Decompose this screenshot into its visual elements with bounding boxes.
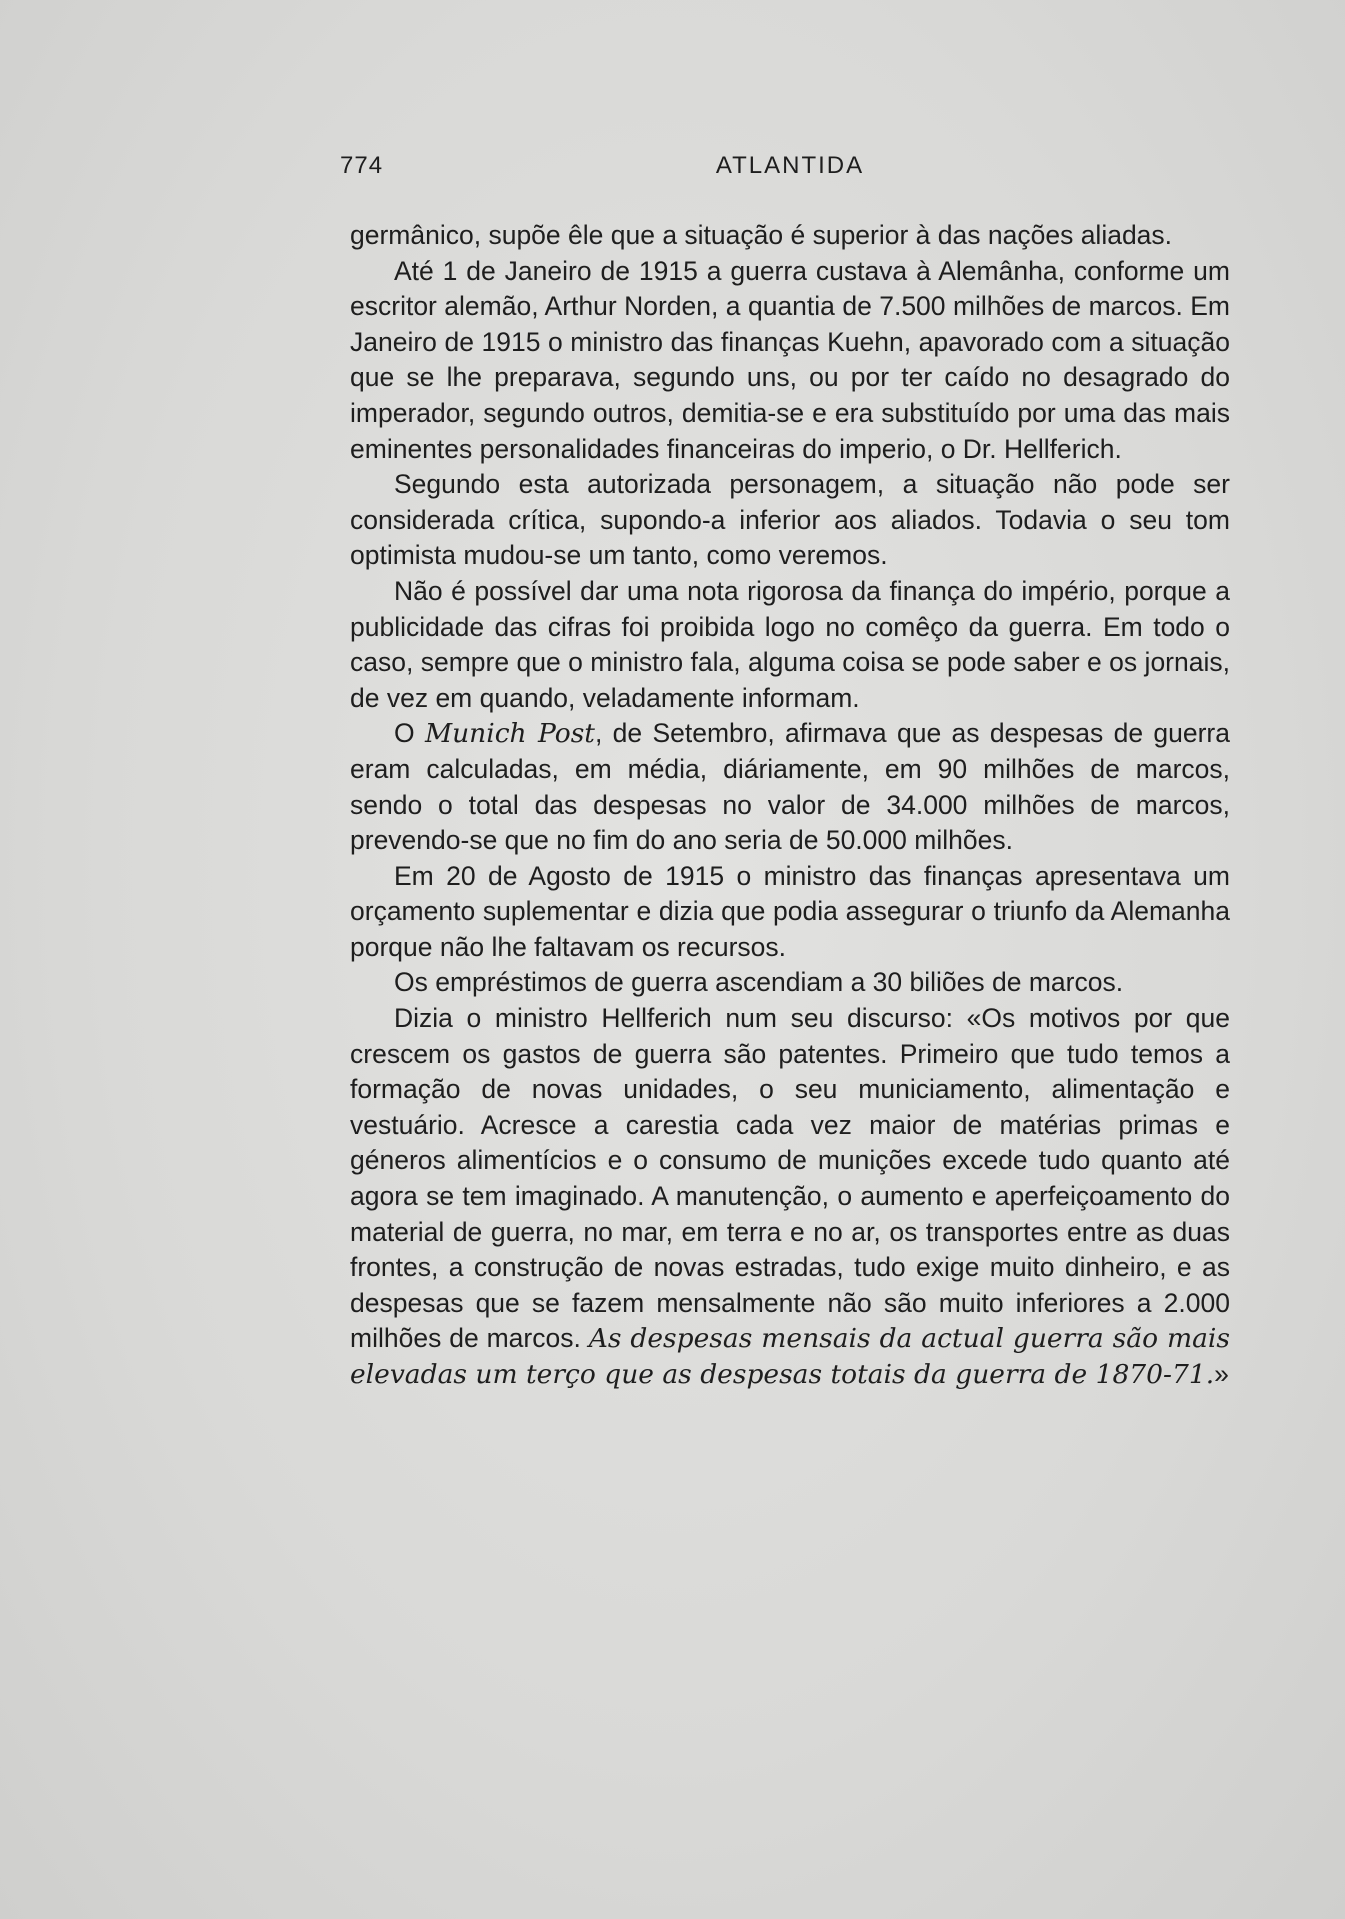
paragraph-3: Segundo esta autorizada personagem, a situação não pode ser considerada crítica, supondo-a inferior aos aliados. Todavia o seu tom optimista mudou-se um tanto, como veremos. [350, 469, 1230, 571]
paragraph-1: germânico, supõe êle que a situação é superior à das nações aliadas. [350, 220, 1173, 250]
paragraph-2: Até 1 de Janeiro de 1915 a guerra custava à Alemânha, conforme um escritor alemão, Arthur Norden, a quantia de 7.500 milhões de marcos. Em Janeiro de 1915 o ministro das finanças Kuehn, apavorado com a situação que se lhe preparava, segundo uns, ou por ter caído no desagrado do imperador, segundo outros, demitia-se e era substituído por uma das mais eminentes personalidades financeiras do imperio, o Dr. Hellferich. [350, 255, 1230, 464]
newspaper-title: Munich Post [424, 718, 595, 750]
quote-start: Dizia o ministro Hellferich num seu discurso: «Os motivos por que crescem os gastos de guerra são patentes. Primeiro que tudo temos a formação de novas unidades, o seu municiamento, alimentação e vestuário. Acresce a carestia cada vez maior de matérias primas e géneros alimentícios e o consumo de munições excede tudo quanto até agora se tem imaginado. A manutenção, o aumento e aperfeiçoamento do material de guerra, no mar, em terra e no ar, os transportes entre as duas frontes, a construção de novas estradas, tudo exige muito dinheiro, e as despesas que se fazem mensalmente não são muito inferiores a 2.000 milhões de marcos. [350, 1003, 1230, 1354]
quote-italic: As despesas mensais da actual guerra são mais elevadas um terço que as despesas totais da guerra de 1870-71. [350, 1323, 1230, 1390]
journal-title: ATLANTIDA [715, 152, 865, 179]
paragraph-5 [350, 716, 1230, 858]
running-head [340, 152, 1240, 192]
paragraph-8 [350, 1001, 1230, 1393]
body-text [350, 218, 1230, 1393]
page-number: 774 [340, 152, 384, 179]
paragraph-6: Em 20 de Agosto de 1915 o ministro das finanças apresentava um orçamento suplementar e dizia que podia assegurar o triunfo da Alemanha porque não lhe faltavam os recursos. [350, 860, 1230, 962]
paragraph-5-start: O [394, 718, 425, 749]
paragraph-5-rest: , de Setembro, afirmava que as despesas de guerra eram calculadas, em média, diáriamente, em 90 milhões de marcos, sendo o total das despesas no valor de 34.000 milhões de marcos, prevendo-se que no fim do ano seria de 50.000 milhões. [350, 718, 1230, 856]
paragraph-7: Os empréstimos de guerra ascendiam a 30 biliões de marcos. [394, 967, 1124, 998]
paragraph-4: Não é possível dar uma nota rigorosa da finança do império, porque a publicidade das cifras foi proibida logo no comêço da guerra. Em todo o caso, sempre que o ministro fala, alguma coisa se pode saber e os jornais, de vez em quando, veladamente informam. [350, 575, 1230, 713]
quote-end: » [1214, 1359, 1229, 1389]
